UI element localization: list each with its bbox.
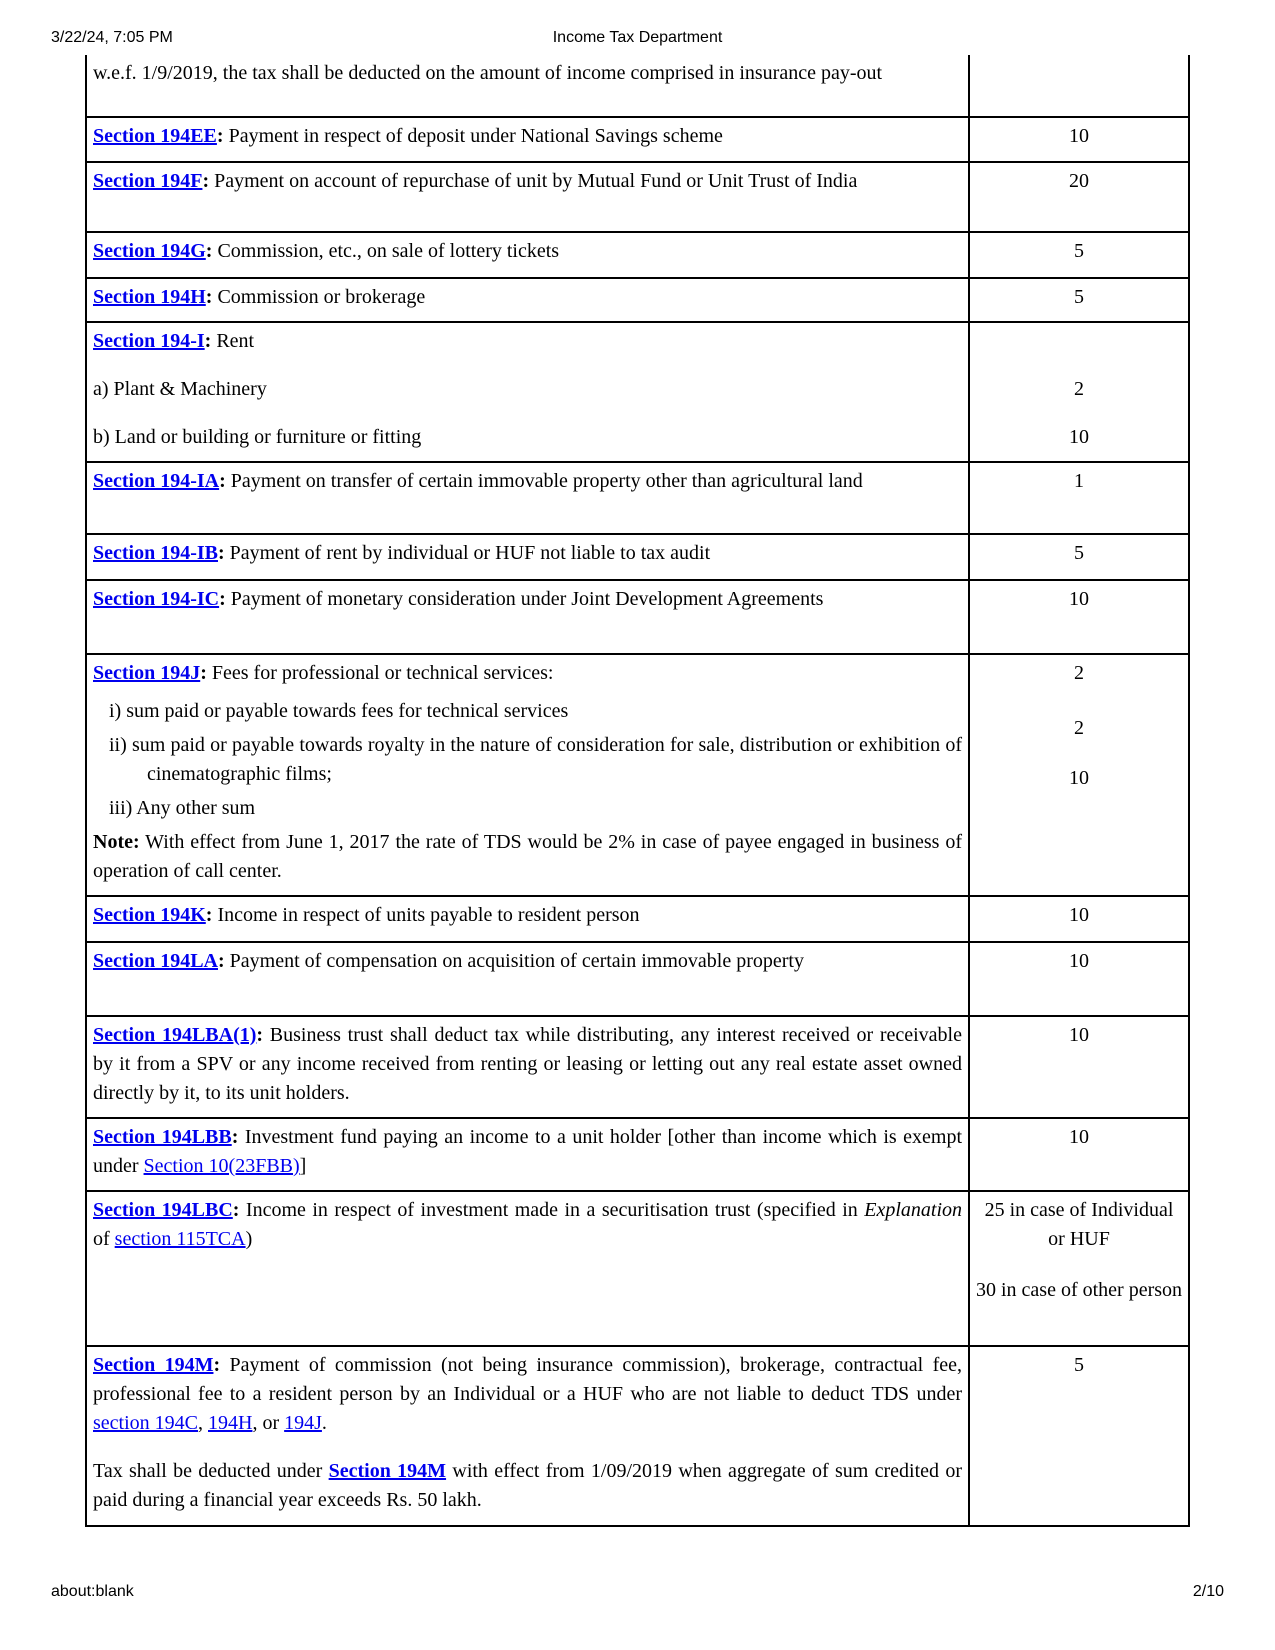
- rate-cell: [969, 322, 1189, 462]
- rate-cell: [969, 896, 1189, 942]
- text-segment: Tax shall be deducted under: [93, 1460, 329, 1482]
- text-segment: Investment fund paying an income to a unit holder [other than income which is exempt under: [93, 1126, 962, 1177]
- section-link[interactable]: Section 194K: [93, 904, 206, 926]
- text-segment: Note:: [93, 831, 140, 853]
- section-link[interactable]: 194J: [284, 1412, 322, 1434]
- text-segment: ii) sum paid or payable towards royalty in the nature of consideration for sale, distribution or exhibition of cinematographic films;: [109, 734, 962, 785]
- rate-value: 2: [1074, 378, 1084, 400]
- description-cell: [86, 896, 969, 942]
- section-link[interactable]: Section 194EE: [93, 125, 217, 147]
- section-link[interactable]: Section 194M: [93, 1354, 214, 1376]
- text-segment: Payment of rent by individual or HUF not liable to tax audit: [224, 542, 711, 564]
- rate-cell: [969, 55, 1189, 117]
- rate-cell: [969, 942, 1189, 1016]
- description-cell: [86, 55, 969, 117]
- text-segment: :: [218, 542, 225, 564]
- table-row-194G: [86, 232, 1189, 278]
- paragraph: [93, 828, 962, 886]
- text-segment: :: [202, 170, 210, 192]
- text-segment: :: [232, 1199, 240, 1221]
- description-cell: [86, 322, 969, 462]
- tds-rate-table-body: [86, 55, 1189, 1526]
- section-link[interactable]: Section 194LA: [93, 950, 218, 972]
- description-cell: [86, 580, 969, 654]
- text-segment: Income in respect of units payable to resident person: [212, 904, 640, 926]
- text-segment: Payment on transfer of certain immovable property other than agricultural land: [225, 470, 863, 492]
- print-footer-page-number: 2/10: [1192, 1583, 1224, 1600]
- description-cell: [86, 278, 969, 322]
- section-link[interactable]: Section 194LBA(1): [93, 1024, 257, 1046]
- table-row-194-IB: [86, 534, 1189, 580]
- text-segment: :: [256, 1024, 264, 1046]
- section-link[interactable]: Section 194-IA: [93, 470, 220, 492]
- section-link[interactable]: Section 194F: [93, 170, 203, 192]
- table-row-194LA: [86, 942, 1189, 1016]
- rate-cell: [969, 117, 1189, 162]
- table-row-194LBA-1: [86, 1016, 1189, 1118]
- section-link[interactable]: 194H: [208, 1412, 253, 1434]
- paragraph: [93, 1457, 962, 1515]
- section-link[interactable]: section 194C: [93, 1412, 198, 1434]
- rate-value: 10: [1069, 1024, 1089, 1046]
- rate-cell: [969, 232, 1189, 278]
- text-segment: With effect from June 1, 2017 the rate of TDS would be 2% in case of payee engaged in business of operation of call center.: [93, 831, 962, 882]
- text-segment: :: [231, 1126, 239, 1148]
- section-link[interactable]: Section 10(23FBB): [143, 1155, 300, 1177]
- text-segment: ,: [198, 1412, 208, 1434]
- table-row-194M: [86, 1346, 1189, 1526]
- text-segment: of: [93, 1228, 115, 1250]
- text-segment: Payment of compensation on acquisition of certain immovable property: [224, 950, 804, 972]
- text-segment: Payment of monetary consideration under Joint Development Agreements: [225, 588, 824, 610]
- section-link[interactable]: Section 194-I: [93, 330, 205, 352]
- rate-value: 30 in case of other person: [975, 1279, 1183, 1301]
- text-segment: :: [216, 125, 224, 147]
- paragraph: [93, 659, 962, 688]
- rate-value: 10: [1069, 125, 1089, 147]
- text-segment: Fees for professional or technical services:: [206, 662, 554, 684]
- paragraph: [93, 375, 962, 404]
- text-segment: :: [219, 470, 226, 492]
- print-footer-url: about:blank: [51, 1583, 134, 1600]
- paragraph: [93, 327, 962, 356]
- paragraph: [93, 59, 962, 88]
- rate-cell: [969, 1118, 1189, 1191]
- rate-value: 10: [1069, 426, 1089, 448]
- table-row-194J: [86, 654, 1189, 896]
- paragraph: [93, 1021, 962, 1108]
- section-link[interactable]: section 115TCA: [114, 1228, 246, 1250]
- text-segment: ]: [299, 1155, 307, 1177]
- section-link[interactable]: Section 194-IB: [93, 542, 218, 564]
- text-segment: a) Plant & Machinery: [93, 378, 267, 400]
- rate-cell: [969, 1016, 1189, 1118]
- rate-value: 10: [1069, 904, 1089, 926]
- text-segment: Explanation: [864, 1199, 962, 1221]
- text-segment: Payment on account of repurchase of unit by Mutual Fund or Unit Trust of India: [209, 170, 858, 192]
- text-segment: :: [219, 588, 226, 610]
- table-row-194LBB: [86, 1118, 1189, 1191]
- description-cell: [86, 117, 969, 162]
- description-cell: [86, 1191, 969, 1346]
- description-cell: [86, 232, 969, 278]
- text-segment: ): [245, 1228, 253, 1250]
- paragraph: [93, 901, 962, 930]
- rate-cell: [969, 654, 1189, 896]
- text-segment: :: [200, 662, 207, 684]
- table-row-194H: [86, 278, 1189, 322]
- section-link[interactable]: Section 194J: [93, 662, 201, 684]
- text-segment: , or: [252, 1412, 285, 1434]
- text-segment: Payment in respect of deposit under National Savings scheme: [223, 125, 723, 147]
- rate-cell: [969, 1191, 1189, 1346]
- rate-value: 10: [1069, 588, 1089, 610]
- rate-value: 10: [1069, 950, 1089, 972]
- description-cell: [86, 654, 969, 896]
- paragraph: [93, 1196, 962, 1254]
- text-segment: iii) Any other sum: [109, 797, 256, 819]
- rate-value: 2: [1074, 717, 1084, 739]
- rate-value: 2: [1074, 662, 1084, 684]
- paragraph: [93, 585, 962, 614]
- text-segment: .: [321, 1412, 327, 1434]
- section-link[interactable]: Section 194M: [328, 1460, 447, 1482]
- rate-cell: [969, 580, 1189, 654]
- section-link[interactable]: Section 194LBB: [93, 1126, 232, 1148]
- paragraph: [93, 947, 962, 976]
- text-segment: i) sum paid or payable towards fees for technical services: [109, 700, 569, 722]
- table-row-194LBC: [86, 1191, 1189, 1346]
- text-segment: b) Land or building or furniture or fitting: [93, 426, 422, 448]
- table-row-194-IC: [86, 580, 1189, 654]
- tds-rate-table: [85, 55, 1190, 1527]
- paragraph: [93, 122, 962, 151]
- section-link[interactable]: Section 194LBC: [93, 1199, 233, 1221]
- paragraph: [93, 1351, 962, 1438]
- rate-value: 5: [1074, 240, 1084, 262]
- table-row-194K: [86, 896, 1189, 942]
- text-segment: :: [205, 904, 213, 926]
- paragraph: [93, 1123, 962, 1181]
- rate-value: 20: [1069, 170, 1089, 192]
- text-segment: :: [205, 286, 213, 308]
- rate-value: 5: [1074, 286, 1084, 308]
- description-cell: [86, 534, 969, 580]
- rate-value: 25 in case of Individual or HUF: [984, 1199, 1174, 1250]
- text-segment: Payment of commission (not being insurance commission), brokerage, contractual fee, professional fee to a resident person by an Individual or a HUF who are not liable to deduct TDS under: [93, 1354, 962, 1405]
- text-segment: :: [205, 240, 213, 262]
- rate-cell: [969, 162, 1189, 232]
- description-cell: [86, 162, 969, 232]
- description-cell: [86, 1346, 969, 1526]
- print-header-title: Income Tax Department: [552, 29, 723, 46]
- paragraph: [93, 467, 962, 496]
- paragraph: [93, 423, 962, 452]
- description-cell: [86, 1016, 969, 1118]
- text-segment: Commission or brokerage: [212, 286, 426, 308]
- section-link[interactable]: Section 194-IC: [93, 588, 220, 610]
- paragraph: [93, 539, 962, 568]
- print-header-datetime: 3/22/24, 7:05 PM: [51, 29, 173, 46]
- text-segment: :: [213, 1354, 221, 1376]
- paragraph: [93, 167, 962, 196]
- description-cell: [86, 942, 969, 1016]
- rate-cell: [969, 278, 1189, 322]
- paragraph: [93, 283, 962, 312]
- text-segment: Rent: [211, 330, 255, 352]
- text-segment: w.e.f. 1/9/2019, the tax shall be deducted on the amount of income comprised in insurance pay-out: [93, 62, 883, 84]
- text-segment: with effect from 1/09/2019 when aggregate of sum credited or paid during a financial year exceeds Rs. 50 lakh.: [93, 1460, 962, 1511]
- text-segment: Business trust shall deduct tax while distributing, any interest received or receivable by it from a SPV or any income received from renting or leasing or letting out any real estate asset owned directly by it, to its unit holders.: [93, 1024, 962, 1104]
- list-item: [93, 794, 962, 823]
- description-cell: [86, 462, 969, 534]
- table-row-194-IA: [86, 462, 1189, 534]
- description-cell: [86, 1118, 969, 1191]
- text-segment: :: [218, 950, 225, 972]
- table-row-194F: [86, 162, 1189, 232]
- rate-cell: [969, 462, 1189, 534]
- list-item: [93, 731, 962, 789]
- rate-cell: [969, 1346, 1189, 1526]
- rate-value: 10: [1069, 767, 1089, 789]
- section-link[interactable]: Section 194G: [93, 240, 206, 262]
- section-link[interactable]: Section 194H: [93, 286, 206, 308]
- paragraph: [93, 237, 962, 266]
- rate-value: 5: [1074, 542, 1084, 564]
- list-item: [93, 697, 962, 726]
- text-segment: Income in respect of investment made in a securitisation trust (specified in: [239, 1199, 865, 1221]
- rate-value: 1: [1074, 470, 1084, 492]
- text-segment: :: [204, 330, 212, 352]
- table-row-continuation: [86, 55, 1189, 117]
- rate-cell: [969, 534, 1189, 580]
- table-row-194EE: [86, 117, 1189, 162]
- rate-value: 10: [1069, 1126, 1089, 1148]
- table-row-194-I: [86, 322, 1189, 462]
- rate-value: 5: [1074, 1354, 1084, 1376]
- text-segment: Commission, etc., on sale of lottery tickets: [212, 240, 560, 262]
